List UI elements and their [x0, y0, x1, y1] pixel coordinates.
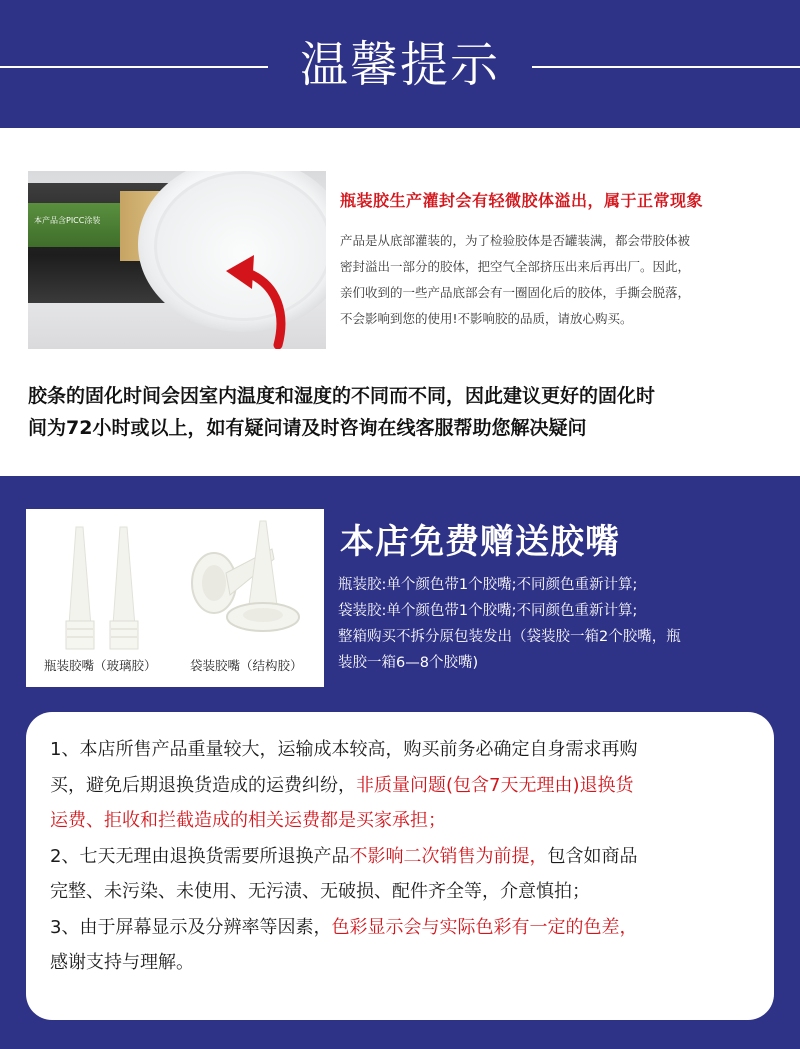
caption-bottle-nozzle: 瓶装胶嘴（玻璃胶）	[44, 658, 157, 673]
free-nozzle-details: 瓶装胶:单个颜色带1个胶嘴;不同颜色重新计算; 袋装胶:单个颜色带1个胶嘴;不同颜色重新计算; 整箱购买不拆分原包装发出（袋装胶一箱2个胶嘴，瓶 装胶一箱6—8个胶嘴)	[338, 577, 681, 671]
notice-line: 1、本店所售产品重量较大，运输成本较高，购买前务必确定自身需求再购	[50, 739, 638, 760]
curing-time-note: 胶条的固化时间会因室内温度和湿度的不同而不同，因此建议更好的固化时 间为72小时或以上，如有疑问请及时咨询在线客服帮助您解决疑问	[28, 385, 656, 439]
tube-photo	[28, 171, 326, 349]
purchase-notice-text	[50, 732, 762, 981]
purchase-notice-card	[26, 712, 774, 1020]
header-divider-left	[0, 66, 268, 68]
overflow-note-text: 产品是从底部灌装的，为了检验胶体是否罐装满，都会带胶体被 密封溢出一部分的胶体，把空气全部挤压出来后再出厂。因此， 亲们收到的一些产品底部会有一圈固化后的胶体，手撕会脱落， 不会影响到您的使用!不影响胶的品质，请放心购买。	[340, 233, 691, 326]
notice-line: 3、由于屏幕显示及分辨率等因素，色彩显示会与实际色彩有一定的色差，	[50, 916, 638, 938]
notice-line: 2、七天无理由退换货需要所退换产品不影响二次销售为前提，包含如商品	[50, 845, 638, 867]
notice-line: 完整、未污染、未使用、无污渍、无破损、配件齐全等，介意慎拍；	[50, 881, 590, 902]
tube-section	[0, 128, 800, 476]
free-nozzle-title: 本店免费赠送胶嘴	[340, 522, 620, 562]
header-banner	[0, 0, 800, 128]
curved-arrow-icon	[208, 245, 298, 349]
tube-label-text: 本产品含PICC涂装	[34, 216, 101, 225]
notice-line: 买，避免后期退换货造成的运费纠纷，非质量问题(包含7天无理由)退换货	[50, 774, 634, 796]
notice-line: 感谢支持与理解。	[50, 952, 194, 973]
header-divider-right	[532, 66, 800, 68]
page-title: 温馨提示	[299, 37, 500, 93]
overflow-note-title: 瓶装胶生产灌封会有轻微胶体溢出，属于正常现象	[340, 191, 704, 210]
caption-bag-nozzle: 袋装胶嘴（结构胶）	[190, 658, 303, 673]
notice-line: 运费、拒收和拦截造成的相关运费都是买家承担；	[50, 810, 446, 831]
